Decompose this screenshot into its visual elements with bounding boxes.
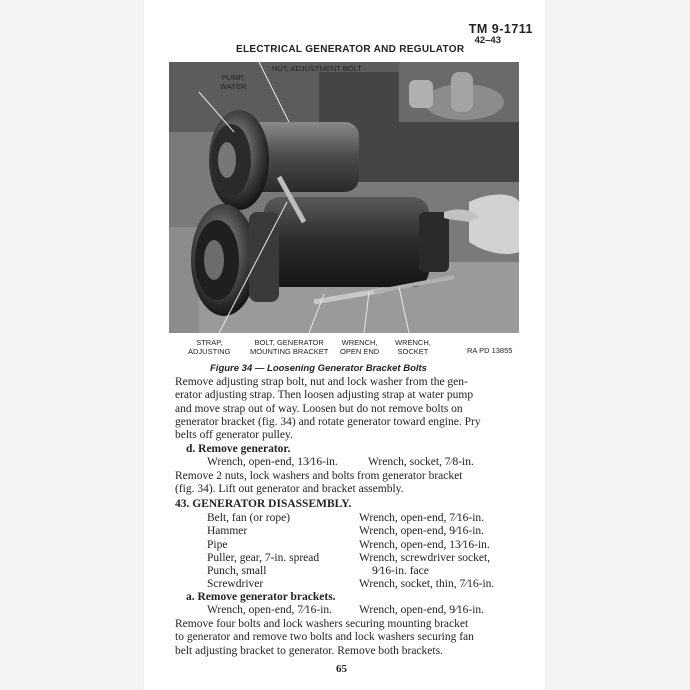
section-numbers: 42–43 [474,35,501,46]
tool-item: Wrench, screwdriver socket, [359,551,491,564]
callout-pump-line1: PUMP, [221,73,245,82]
callout-bolt-line1: BOLT, GENERATOR [254,338,324,347]
text-line: belt adjusting bracket to generator. Remove both brackets. [175,644,443,657]
text-line: Remove four bolts and lock washers securing mounting bracket [175,618,469,630]
callout-bolt-line2: MOUNTING BRACKET [250,346,329,356]
tool-item: Wrench, socket, thin, 7⁄16-in. [359,578,495,591]
tool-item: Punch, small [207,565,267,578]
callout-strap-adjusting [188,339,231,356]
callout-wrench-open-end [340,339,379,356]
step-a-tool-right: Wrench, open-end, 9⁄16-in. [359,604,485,616]
tool-item: Puller, gear, 7-in. spread [207,551,320,564]
page-header-title: ELECTRICAL GENERATOR AND REGULATOR [236,44,465,55]
callout-wrench-socket-line1: WRENCH, [395,338,431,347]
tool-item: Wrench, open-end, 7⁄16-in. [359,512,485,524]
generator-engine-illustration [169,62,519,333]
tool-item: Wrench, open-end, 13⁄16-in. [359,538,490,551]
text-line: and move strap out of way. Loosen but do not remove bolts on [175,402,463,415]
step-d-tool-left: Wrench, open-end, 13⁄16-in. [207,456,338,468]
text-line: erator adjusting strap. Then loosen adjusting strap at water pump [175,389,474,402]
figure-caption: Figure 34 — Loosening Generator Bracket Bolts [210,363,427,374]
step-a-heading: a. Remove generator brackets. [186,591,336,603]
text-line: (fig. 34). Lift out generator and bracket assembly. [175,483,404,496]
callout-nut-adjustment-bolt: NUT, ADJUSTMENT BOLT [272,64,362,73]
ra-number: RA PD 13855 [467,346,513,355]
page-number: 65 [336,663,347,675]
text-line: Remove adjusting strap bolt, nut and lock washer from the gen- [175,376,468,388]
paragraph-remove-brackets [175,618,474,658]
step-d-tool-right: Wrench, socket, 7⁄8-in. [368,456,474,468]
text-line: generator bracket (fig. 34) and rotate generator toward engine. Pry [175,415,481,428]
section-43-heading: 43. GENERATOR DISASSEMBLY. [175,498,352,510]
tool-item: 9⁄16-in. face [372,565,429,578]
tool-item: Wrench, open-end, 9⁄16-in. [359,525,485,538]
callout-strap-line2: ADJUSTING [188,346,231,356]
callout-wrench-socket [395,339,431,356]
generator-photo [169,62,519,333]
callout-wrench-open-line2: OPEN END [340,346,380,356]
tool-item: Belt, fan (or rope) [207,512,291,524]
text-line: belts off generator pulley. [175,429,293,442]
step-d-heading: d. Remove generator. [186,443,291,455]
tm-number: TM 9-1711 [468,22,533,36]
callout-pump-water [220,74,246,91]
manual-page [144,0,545,690]
paragraph-remove-strap [175,376,481,442]
callout-bolt-generator [250,339,328,356]
tool-item: Screwdriver [207,578,264,591]
tool-item: Pipe [207,538,228,551]
callout-wrench-open-line1: WRENCH, [341,338,378,347]
tool-item: Hammer [207,525,248,538]
callout-pump-line2: WATER [220,81,247,91]
paragraph-remove-generator [175,470,462,497]
callout-strap-line1: STRAP, [196,338,223,347]
text-line: to generator and remove two bolts and lock washers securing fan [175,631,474,644]
tools-list-left [207,512,319,592]
tools-list-right [359,512,494,592]
callout-wrench-socket-line2: SOCKET [397,346,429,356]
text-line: Remove 2 nuts, lock washers and bolts from generator bracket [175,470,463,482]
step-a-tool-left: Wrench, open-end, 7⁄16-in. [207,604,333,616]
